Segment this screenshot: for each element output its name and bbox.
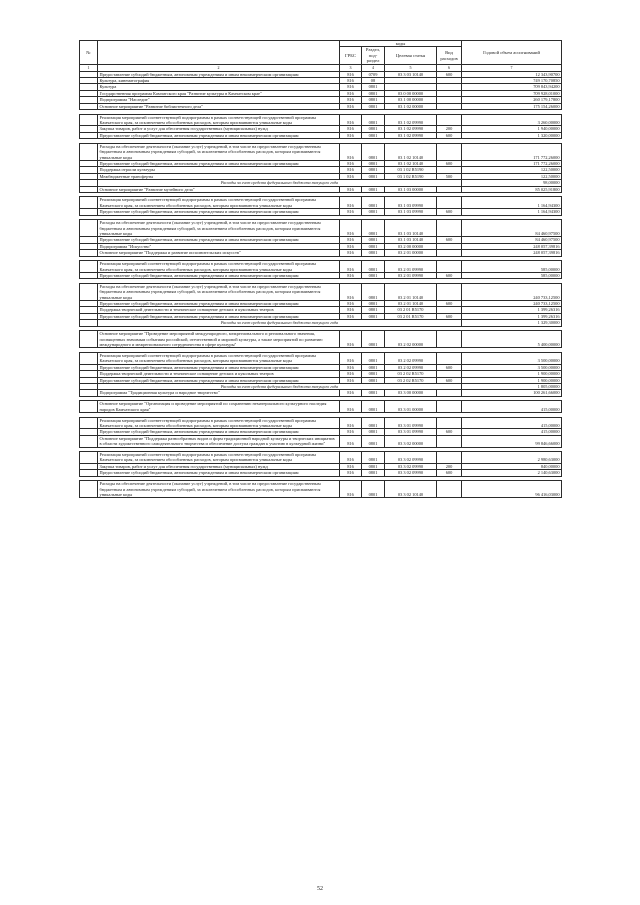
row-section: 0801 <box>362 243 385 249</box>
row-grbs: 816 <box>340 301 362 307</box>
row-article: 03 3 02 00000 <box>385 435 437 447</box>
col-number: 7 <box>462 64 562 71</box>
row-grbs: 816 <box>340 126 362 132</box>
row-expense-type <box>437 143 462 160</box>
header-name <box>98 41 340 65</box>
row-num-cell <box>80 352 98 364</box>
row-article: 03 2 02 R5170 <box>385 377 437 383</box>
row-section: 0801 <box>362 132 385 138</box>
row-article: 03 3 01 09990 <box>385 417 437 429</box>
row-name: Основное мероприятие "Проведение мероприятий международного, межрегионального и регионального значения, посвященных значимым событиям российской, отечественной и мировой культуры, а также мероприятий по развитию международного и межрегионального сотрудничества в сфере культуры" <box>98 331 340 348</box>
row-name: Межбюджетные трансферты <box>98 173 340 179</box>
row-grbs: 816 <box>340 103 362 109</box>
row-value: 1 940,00000 <box>462 126 562 132</box>
federal-note-text: Расходы за счет средств федерального бюджета текущего года <box>98 320 462 326</box>
row-expense-type: 600 <box>437 429 462 435</box>
row-grbs: 816 <box>340 470 362 476</box>
row-value: 3 500,00000 <box>462 352 562 364</box>
row-article: 03 2 00 00000 <box>385 243 437 249</box>
budget-table <box>79 40 562 498</box>
row-num-cell <box>80 401 98 413</box>
header-num: № <box>80 41 98 65</box>
row-expense-type: 600 <box>437 237 462 243</box>
row-value: 260 179,17800 <box>462 97 562 103</box>
row-grbs: 816 <box>340 429 362 435</box>
row-article: 03 2 01 09990 <box>385 272 437 278</box>
row-value: 99 846,66000 <box>462 435 562 447</box>
row-num-cell <box>80 435 98 447</box>
row-section: 0801 <box>362 186 385 192</box>
row-name: Поддержка отрасли культуры <box>98 167 340 173</box>
row-value: 749 170,70850 <box>462 78 562 84</box>
row-grbs: 816 <box>340 283 362 300</box>
row-name: Реализация мероприятий соответствующей подпрограммы в рамках соответствующей государственной программы Камчатского края, за исключением обособленных расходов, которым присваиваются уникальные коды <box>98 417 340 429</box>
row-value: 2 980,63000 <box>462 452 562 464</box>
row-grbs: 816 <box>340 261 362 273</box>
row-expense-type <box>437 331 462 348</box>
row-name: Культура <box>98 84 340 90</box>
table-row <box>80 143 562 160</box>
row-value: 84 460,97500 <box>462 220 562 237</box>
row-name: Предоставление субсидий бюджетным, автономным учреждениям и иным некоммерческим организациям <box>98 313 340 319</box>
header-grbs: ГРБС <box>340 47 362 64</box>
row-section: 0801 <box>362 417 385 429</box>
row-name: Предоставление субсидий бюджетным, автономным учреждениям и иным некоммерческим организациям <box>98 377 340 383</box>
table-row <box>80 220 562 237</box>
row-section: 0801 <box>362 452 385 464</box>
federal-note-text: Расходы за счет средств федерального бюджета текущего года <box>98 383 462 389</box>
row-num-cell <box>80 197 98 209</box>
row-value: 2 140,63000 <box>462 470 562 476</box>
row-article: 03 2 02 09990 <box>385 364 437 370</box>
row-expense-type <box>437 352 462 364</box>
row-expense-type: 600 <box>437 470 462 476</box>
table-header <box>80 41 562 72</box>
col-number: 5 <box>385 64 437 71</box>
table-row <box>80 352 562 364</box>
row-article: 03 1 02 R5190 <box>385 173 437 179</box>
row-name: Предоставление субсидий бюджетным, автономным учреждениям и иным некоммерческим организациям <box>98 272 340 278</box>
row-section: 0801 <box>362 272 385 278</box>
row-article: 03 1 03 09990 <box>385 197 437 209</box>
row-grbs: 816 <box>340 237 362 243</box>
row-section: 0801 <box>362 84 385 90</box>
row-value: 248 057,39816 <box>462 250 562 256</box>
row-article: 03 1 02 R5190 <box>385 167 437 173</box>
row-value: 840,00000 <box>462 463 562 469</box>
row-value: 240 733,12500 <box>462 301 562 307</box>
row-value: 240 733,12500 <box>462 283 562 300</box>
row-article: 03 3 03 10140 <box>385 71 437 77</box>
row-grbs: 816 <box>340 307 362 313</box>
row-section: 0801 <box>362 364 385 370</box>
row-num-cell <box>80 220 98 237</box>
row-value: 709 928,01000 <box>462 90 562 96</box>
row-expense-type: 600 <box>437 132 462 138</box>
col-number: 1 <box>80 64 98 71</box>
row-grbs: 816 <box>340 390 362 396</box>
row-grbs: 816 <box>340 220 362 237</box>
row-value: 1 164,94300 <box>462 197 562 209</box>
federal-note-value: 98,00000 <box>462 180 562 186</box>
row-article: 03 1 02 10140 <box>385 143 437 160</box>
row-name: Предоставление субсидий бюджетным, автономным учреждениям и иным некоммерческим организациям <box>98 364 340 370</box>
row-article: 03 3 02 09990 <box>385 470 437 476</box>
row-expense-type: 600 <box>437 301 462 307</box>
row-expense-type <box>437 114 462 126</box>
row-section: 0801 <box>362 103 385 109</box>
row-article: 03 3 02 09990 <box>385 452 437 464</box>
row-grbs: 816 <box>340 313 362 319</box>
row-name: Расходы на обеспечение деятельности (оказание услуг) учреждений, в том числе на предоставление государственным бюджетным и автономным учреждениям субсидий, за исключением обособленных расходов, которым присваиваются уникальные коды <box>98 220 340 237</box>
row-expense-type: 600 <box>437 160 462 166</box>
row-grbs: 816 <box>340 173 362 179</box>
row-grbs: 816 <box>340 186 362 192</box>
row-expense-type <box>437 452 462 464</box>
row-value: 171 772,26000 <box>462 160 562 166</box>
row-expense-type: 600 <box>437 71 462 77</box>
column-number-row <box>80 64 562 71</box>
row-name: Основное мероприятие "Организация и проведение мероприятий по сохранению нематериального культурного наследия народов Камчатского края" <box>98 401 340 413</box>
row-name: Основное мероприятие "Поддержка разнообразных видов и форм традиционной народной культуры и творческих инициатив в области художественного самодеятельного творчества и обеспечение доступа граждан к участию в культурной жизни" <box>98 435 340 447</box>
row-section: 0801 <box>362 301 385 307</box>
row-name: Реализация мероприятий соответствующей подпрограммы в рамках соответствующей государственной программы Камчатского края, за исключением обособленных расходов, которым присваиваются уникальные коды <box>98 197 340 209</box>
row-num-cell <box>80 331 98 348</box>
table-row <box>80 261 562 273</box>
row-section: 0801 <box>362 197 385 209</box>
header-section: Раздел, под- раздел <box>362 47 385 64</box>
row-section: 0801 <box>362 331 385 348</box>
row-value: 415,00000 <box>462 417 562 429</box>
row-value: 1 164,94300 <box>462 209 562 215</box>
row-section: 0801 <box>362 307 385 313</box>
row-section: 0801 <box>362 97 385 103</box>
table-row <box>80 331 562 348</box>
row-article: 03 2 01 09990 <box>385 261 437 273</box>
row-name: Предоставление субсидий бюджетным, автономным учреждениям и иным некоммерческим организациям <box>98 470 340 476</box>
col-number: 6 <box>437 64 462 71</box>
row-value: 1 320,00000 <box>462 132 562 138</box>
table-row <box>80 197 562 209</box>
row-expense-type <box>437 197 462 209</box>
row-expense-type: 600 <box>437 313 462 319</box>
row-value: 585,00000 <box>462 272 562 278</box>
row-article: 03 2 01 10140 <box>385 283 437 300</box>
row-grbs: 816 <box>340 481 362 498</box>
row-grbs: 816 <box>340 160 362 166</box>
row-value: 585,00000 <box>462 261 562 273</box>
row-grbs: 816 <box>340 197 362 209</box>
row-name: Предоставление субсидий бюджетным, автономным учреждениям и иным некоммерческим организациям <box>98 429 340 435</box>
row-name: Предоставление субсидий бюджетным, автономным учреждениям и иным некоммерческим организациям <box>98 209 340 215</box>
row-section: 0801 <box>362 401 385 413</box>
header-codes: коды <box>340 41 462 47</box>
table-row <box>80 435 562 447</box>
row-value: 5 400,00000 <box>462 331 562 348</box>
row-article: 03 1 02 00000 <box>385 103 437 109</box>
row-name: Предоставление субсидий бюджетным, автономным учреждениям и иным некоммерческим организациям <box>98 160 340 166</box>
col-number: 3 <box>340 64 362 71</box>
row-name: Расходы на обеспечение деятельности (оказание услуг) учреждений, в том числе на предоставление государственным бюджетным и автономным учреждениям субсидий, за исключением обособленных расходов, которым присваиваются уникальные коды <box>98 143 340 160</box>
row-article: 03 3 02 09990 <box>385 463 437 469</box>
row-grbs: 816 <box>340 97 362 103</box>
header-article: Целевая статья <box>385 47 437 64</box>
row-name: Закупка товаров, работ и услуг для обеспечения государственных (муниципальных) нужд <box>98 463 340 469</box>
row-name: Поддержка творческой деятельности и техническое оснащение детских и кукольных театров <box>98 371 340 377</box>
row-article: 03 1 00 00000 <box>385 97 437 103</box>
row-grbs: 816 <box>340 417 362 429</box>
federal-note-text: Расходы за счет средств федерального бюджета текущего года <box>98 180 462 186</box>
row-value: 175 154,26000 <box>462 103 562 109</box>
row-name: Основное мероприятие "Развитие музейного дела" <box>98 186 340 192</box>
row-name: Предоставление субсидий бюджетным, автономным учреждениям и иным некоммерческим организациям <box>98 237 340 243</box>
row-num-cell <box>80 261 98 273</box>
row-grbs: 816 <box>340 463 362 469</box>
row-section: 0801 <box>362 371 385 377</box>
row-expense-type: 500 <box>437 173 462 179</box>
row-section: 0801 <box>362 352 385 364</box>
row-grbs: 816 <box>340 377 362 383</box>
row-article: 03 2 01 00000 <box>385 250 437 256</box>
row-section: 0801 <box>362 126 385 132</box>
row-grbs: 816 <box>340 364 362 370</box>
row-expense-type <box>437 401 462 413</box>
page-number: 52 <box>317 886 323 892</box>
row-value: 122,50000 <box>462 167 562 173</box>
row-value: 248 057,39816 <box>462 243 562 249</box>
row-section: 0801 <box>362 470 385 476</box>
row-value: 415,00000 <box>462 429 562 435</box>
row-article: 03 3 02 10140 <box>385 481 437 498</box>
row-name: Реализация мероприятий соответствующей подпрограммы в рамках соответствующей государственной программы Камчатского края, за исключением обособленных расходов, которым присваиваются уникальные коды <box>98 452 340 464</box>
row-grbs: 816 <box>340 243 362 249</box>
row-article: 03 1 03 09990 <box>385 209 437 215</box>
row-name: Государственная программа Камчатского края "Развитие культуры в Камчатском крае" <box>98 90 340 96</box>
row-expense-type: 600 <box>437 364 462 370</box>
row-section: 08 <box>362 78 385 84</box>
row-article: 03 3 00 00000 <box>385 390 437 396</box>
table-body <box>80 71 562 498</box>
row-section: 0801 <box>362 481 385 498</box>
row-name: Культура, кинематография <box>98 78 340 84</box>
row-article: 03 2 01 10140 <box>385 301 437 307</box>
row-section: 0801 <box>362 90 385 96</box>
row-section: 0801 <box>362 313 385 319</box>
federal-note-value: 1 805,00000 <box>462 383 562 389</box>
row-article: 03 2 02 09990 <box>385 352 437 364</box>
row-name: Предоставление субсидий бюджетным, автономным учреждениям и иным некоммерческим организациям <box>98 301 340 307</box>
row-expense-type <box>437 417 462 429</box>
row-section: 0801 <box>362 173 385 179</box>
row-section: 0801 <box>362 167 385 173</box>
row-expense-type <box>437 283 462 300</box>
row-value: 100 261,66000 <box>462 390 562 396</box>
row-section: 0801 <box>362 114 385 126</box>
row-value: 96 416,03000 <box>462 481 562 498</box>
row-expense-type <box>437 220 462 237</box>
table-row <box>80 481 562 498</box>
row-num-cell <box>80 452 98 464</box>
table-row <box>80 114 562 126</box>
row-section: 0801 <box>362 220 385 237</box>
row-name: Предоставление субсидий бюджетным, автономным учреждениям и иным некоммерческим организациям <box>98 132 340 138</box>
row-article: 03 3 01 09990 <box>385 429 437 435</box>
col-number: 4 <box>362 64 385 71</box>
row-article: 03 1 03 10140 <box>385 237 437 243</box>
row-section: 0709 <box>362 71 385 77</box>
row-value: 1 399,26316 <box>462 307 562 313</box>
row-name: Подпрограмма "Наследие" <box>98 97 340 103</box>
row-expense-type <box>437 481 462 498</box>
row-section: 0801 <box>362 390 385 396</box>
federal-note-value: 1 329,30000 <box>462 320 562 326</box>
row-value: 122,50000 <box>462 173 562 179</box>
row-expense-type: 600 <box>437 209 462 215</box>
row-value: 1 900,00000 <box>462 371 562 377</box>
row-grbs: 816 <box>340 114 362 126</box>
table-row <box>80 283 562 300</box>
row-value: 84 460,97500 <box>462 237 562 243</box>
row-grbs: 816 <box>340 371 362 377</box>
row-grbs: 816 <box>340 132 362 138</box>
row-article: 03 2 02 00000 <box>385 331 437 348</box>
row-article: 03 2 01 R5170 <box>385 307 437 313</box>
row-article: 03 0 00 00000 <box>385 90 437 96</box>
row-name: Основное мероприятие "Поддержка и развитие исполнительских искусств" <box>98 250 340 256</box>
row-name: Предоставление субсидий бюджетным, автономным учреждениям и иным некоммерческим организациям <box>98 71 340 77</box>
row-section: 0801 <box>362 160 385 166</box>
row-value: 415,00000 <box>462 401 562 413</box>
row-name: Подпрограмма "Искусство" <box>98 243 340 249</box>
row-section: 0801 <box>362 237 385 243</box>
row-section: 0801 <box>362 143 385 160</box>
row-expense-type: 600 <box>437 272 462 278</box>
row-num-cell <box>80 481 98 498</box>
row-name: Реализация мероприятий соответствующей подпрограммы в рамках соответствующей государственной программы Камчатского края, за исключением обособленных расходов, которым присваиваются уникальные коды <box>98 261 340 273</box>
row-value: 1 900,00000 <box>462 377 562 383</box>
row-num-cell <box>80 283 98 300</box>
row-grbs: 816 <box>340 331 362 348</box>
row-grbs: 816 <box>340 272 362 278</box>
row-value: 12 343,90700 <box>462 71 562 77</box>
row-name: Поддержка творческой деятельности и техническое оснащение детских и кукольных театров <box>98 307 340 313</box>
col-number: 2 <box>98 64 340 71</box>
row-grbs: 816 <box>340 84 362 90</box>
row-expense-type <box>437 261 462 273</box>
row-grbs: 816 <box>340 90 362 96</box>
row-section: 0801 <box>362 377 385 383</box>
row-value: 3 500,00000 <box>462 364 562 370</box>
row-num-cell <box>80 143 98 160</box>
row-name: Реализация мероприятий соответствующей подпрограммы в рамках соответствующей государственной программы Камчатского края, за исключением обособленных расходов, которым присваиваются уникальные коды <box>98 352 340 364</box>
row-expense-type <box>437 435 462 447</box>
row-grbs: 816 <box>340 250 362 256</box>
row-value: 1 399,26316 <box>462 313 562 319</box>
row-value: 3 260,00000 <box>462 114 562 126</box>
row-section: 0801 <box>362 261 385 273</box>
header-expense-type: Вид расходов <box>437 47 462 64</box>
row-name: Расходы на обеспечение деятельности (оказание услуг) учреждений, в том числе на предоставление государственным бюджетным и автономным учреждениям субсидий, за исключением обособленных расходов, которым присваиваются уникальные коды <box>98 283 340 300</box>
row-name: Реализация мероприятий соответствующей подпрограммы в рамках соответствующей государственной программы Камчатского края, за исключением обособленных расходов, которым присваиваются уникальные коды <box>98 114 340 126</box>
row-expense-type: 600 <box>437 377 462 383</box>
table-row <box>80 401 562 413</box>
row-num-cell <box>80 417 98 429</box>
row-grbs: 816 <box>340 167 362 173</box>
row-article: 03 1 03 00000 <box>385 186 437 192</box>
row-section: 0801 <box>362 209 385 215</box>
row-name: Расходы на обеспечение деятельности (оказание услуг) учреждений, в том числе на предоставление государственным бюджетным и автономным учреждениям субсидий, за исключением обособленных расходов, которым присваиваются уникальные коды <box>98 481 340 498</box>
row-article: 03 1 03 10140 <box>385 220 437 237</box>
row-grbs: 816 <box>340 209 362 215</box>
row-grbs: 816 <box>340 452 362 464</box>
row-grbs: 816 <box>340 78 362 84</box>
row-name: Закупка товаров, работ и услуг для обеспечения государственных (муниципальных) нужд <box>98 126 340 132</box>
row-grbs: 816 <box>340 143 362 160</box>
row-value: 85 025,91800 <box>462 186 562 192</box>
row-article: 03 1 02 09990 <box>385 126 437 132</box>
header-total: Годовой объем ассигнований <box>462 41 562 65</box>
row-article: 03 3 01 00000 <box>385 401 437 413</box>
row-section: 0801 <box>362 429 385 435</box>
row-grbs: 816 <box>340 352 362 364</box>
row-section: 0801 <box>362 283 385 300</box>
row-num-cell <box>80 114 98 126</box>
row-expense-type: 200 <box>437 463 462 469</box>
row-grbs: 816 <box>340 435 362 447</box>
row-name: Подпрограмма "Традиционная культура и народное творчество" <box>98 390 340 396</box>
row-section: 0801 <box>362 250 385 256</box>
row-grbs: 816 <box>340 401 362 413</box>
row-expense-type: 200 <box>437 126 462 132</box>
row-article: 03 1 02 09990 <box>385 114 437 126</box>
row-article: 03 2 01 R5170 <box>385 313 437 319</box>
row-section: 0801 <box>362 435 385 447</box>
table-row <box>80 452 562 464</box>
row-article: 03 2 02 R5170 <box>385 371 437 377</box>
row-article: 03 1 02 10140 <box>385 160 437 166</box>
table-row <box>80 417 562 429</box>
row-article: 03 1 02 09990 <box>385 132 437 138</box>
row-value: 171 772,26000 <box>462 143 562 160</box>
row-value: 709 843,94200 <box>462 84 562 90</box>
row-section: 0801 <box>362 463 385 469</box>
row-name: Основное мероприятие "Развитие библиотечного дела" <box>98 103 340 109</box>
row-grbs: 816 <box>340 71 362 77</box>
